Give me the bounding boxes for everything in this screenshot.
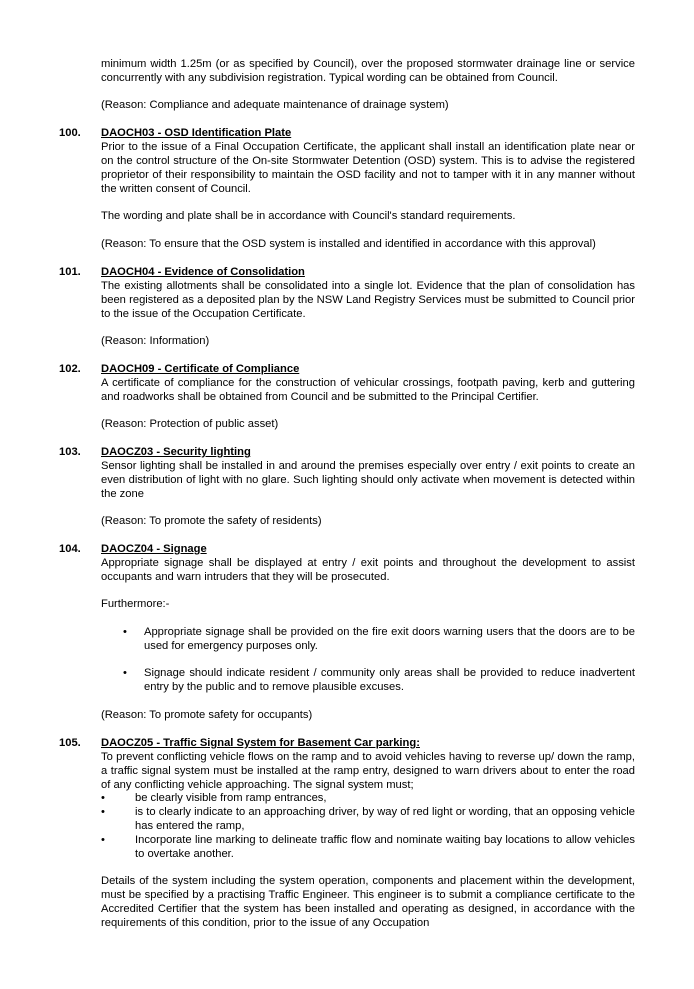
condition-reason: (Reason: Protection of public asset) [101, 418, 279, 430]
bullet-icon: • [101, 834, 105, 846]
condition-paragraph: Sensor lighting shall be installed in and around the premises especially over entry / exit points to create an even distribution of light with no glare. Such lighting should only activate when movement is detected within the zone [101, 460, 635, 500]
condition-number: 105. [59, 737, 81, 749]
bullet-icon: • [123, 626, 127, 638]
condition-heading: DAOCH04 - Evidence of Consolidation [101, 266, 305, 278]
condition-paragraph: Prior to the issue of a Final Occupation Certificate, the applicant shall install an identification plate near or on the control structure of the On-site Stormwater Detention (OSD) system. This is to advise the registered proprietor of their responsibility to maintain the OSD facility and not to tamper with it in any manner without the written consent of Council. [101, 141, 635, 195]
condition-reason: (Reason: To promote safety for occupants) [101, 709, 313, 721]
intro-continuation-paragraph: minimum width 1.25m (or as specified by Council), over the proposed stormwater drainage line or service concurrently with any subdivision registration. Typical wording can be obtained from Council. [101, 58, 635, 84]
condition-reason: (Reason: To ensure that the OSD system is installed and identified in accordance with this approval) [101, 238, 596, 250]
condition-reason: (Reason: To promote the safety of residents) [101, 515, 322, 527]
condition-number: 103. [59, 446, 81, 458]
condition-paragraph: To prevent conflicting vehicle flows on the ramp and to avoid vehicles having to reverse up/ down the ramp, a traffic signal system must be installed at the ramp entry, designed to warn drivers about to enter the road of any conflicting vehicle approaching. The signal system must; [101, 751, 635, 791]
condition-number: 104. [59, 543, 81, 555]
condition-heading: DAOCZ04 - Signage [101, 543, 207, 555]
condition-paragraph: A certificate of compliance for the construction of vehicular crossings, footpath paving, kerb and guttering and roadworks shall be obtained from Council and be submitted to the Principal Certifier. [101, 377, 635, 403]
bullet-icon: • [101, 792, 105, 804]
bullet-icon: • [101, 806, 105, 818]
condition-paragraph: The existing allotments shall be consolidated into a single lot. Evidence that the plan of consolidation has been registered as a deposited plan by the NSW Land Registry Services must be submitted to Council prior to the issue of the Occupation Certificate. [101, 280, 635, 320]
condition-number: 102. [59, 363, 81, 375]
condition-number: 101. [59, 266, 81, 278]
list-item-text: Signage should indicate resident / community only areas shall be provided to reduce inadvertent entry by the public and to remove plausible excuses. [144, 667, 635, 693]
condition-number: 100. [59, 127, 81, 139]
list-item-text: Incorporate line marking to delineate traffic flow and nominate waiting bay locations to allow vehicles to overtake another. [135, 834, 635, 860]
list-item-text: Appropriate signage shall be provided on the fire exit doors warning users that the doors are to be used for emergency purposes only. [144, 626, 635, 652]
bullet-icon: • [123, 667, 127, 679]
condition-heading: DAOCH03 - OSD Identification Plate [101, 127, 292, 139]
condition-heading: DAOCH09 - Certificate of Compliance [101, 363, 300, 375]
condition-paragraph: Appropriate signage shall be displayed at entry / exit points and throughout the development to assist occupants and warn intruders that they will be prosecuted. [101, 557, 635, 583]
list-item-text: is to clearly indicate to an approaching driver, by way of red light or wording, that an opposing vehicle has entered the ramp, [135, 806, 635, 832]
list-item-text: be clearly visible from ramp entrances, [135, 792, 327, 804]
condition-paragraph: The wording and plate shall be in accordance with Council's standard requirements. [101, 210, 516, 222]
condition-heading: DAOCZ03 - Security lighting [101, 446, 251, 458]
condition-paragraph: Details of the system including the system operation, components and placement within the development, must be specified by a practising Traffic Engineer. This engineer is to submit a compliance certificate to the Accredited Certifier that the system has been installed and operating as designed, in accordance with the requirements of this condition, prior to the issue of any Occupation [101, 875, 635, 929]
condition-paragraph: Furthermore:- [101, 598, 170, 610]
condition-reason: (Reason: Information) [101, 335, 210, 347]
condition-heading: DAOCZ05 - Traffic Signal System for Basement Car parking: [101, 737, 420, 749]
intro-reason: (Reason: Compliance and adequate maintenance of drainage system) [101, 99, 449, 111]
